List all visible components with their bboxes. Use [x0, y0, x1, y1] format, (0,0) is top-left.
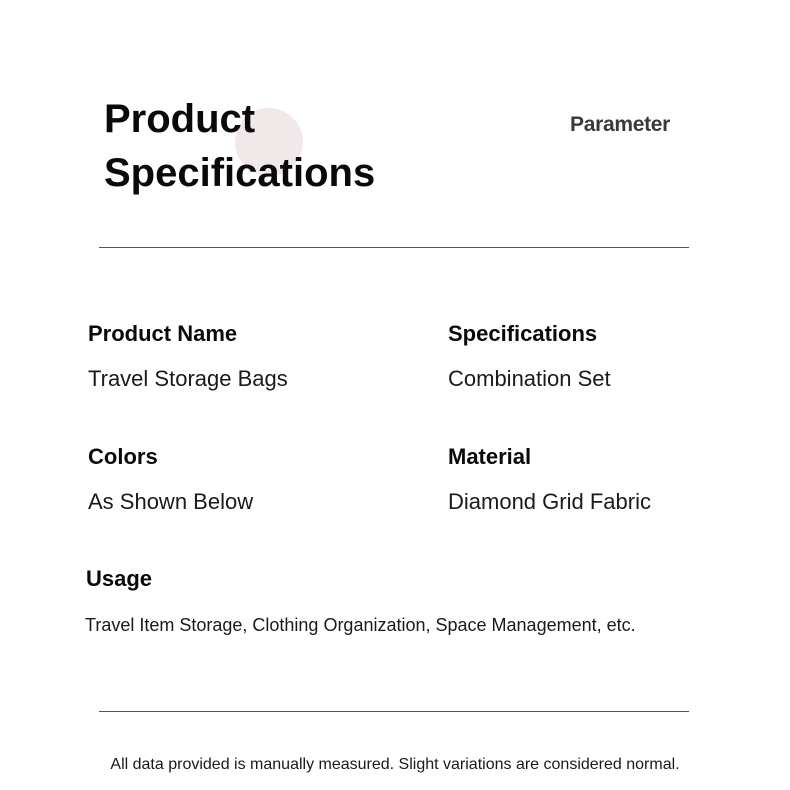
usage-value: Travel Item Storage, Clothing Organization, Space Management, etc. — [85, 615, 636, 635]
material-label: Material — [448, 444, 532, 469]
specifications-value: Combination Set — [448, 366, 611, 391]
usage-label: Usage — [86, 566, 153, 591]
product-name-value: Travel Storage Bags — [88, 366, 288, 391]
bottom-divider — [99, 711, 689, 712]
top-divider — [99, 247, 689, 248]
measurement-disclaimer: All data provided is manually measured. Slight variations are considered normal. — [110, 756, 680, 773]
page-title-line-2: Specifications — [104, 151, 376, 195]
colors-value: As Shown Below — [88, 489, 254, 514]
page-title — [104, 92, 375, 200]
material-value: Diamond Grid Fabric — [448, 489, 651, 514]
specifications-label: Specifications — [448, 321, 598, 346]
product-name-label: Product Name — [88, 321, 238, 346]
parameter-tag: Parameter — [570, 113, 671, 136]
colors-label: Colors — [88, 444, 158, 469]
page-title-line-1: Product — [104, 97, 256, 141]
